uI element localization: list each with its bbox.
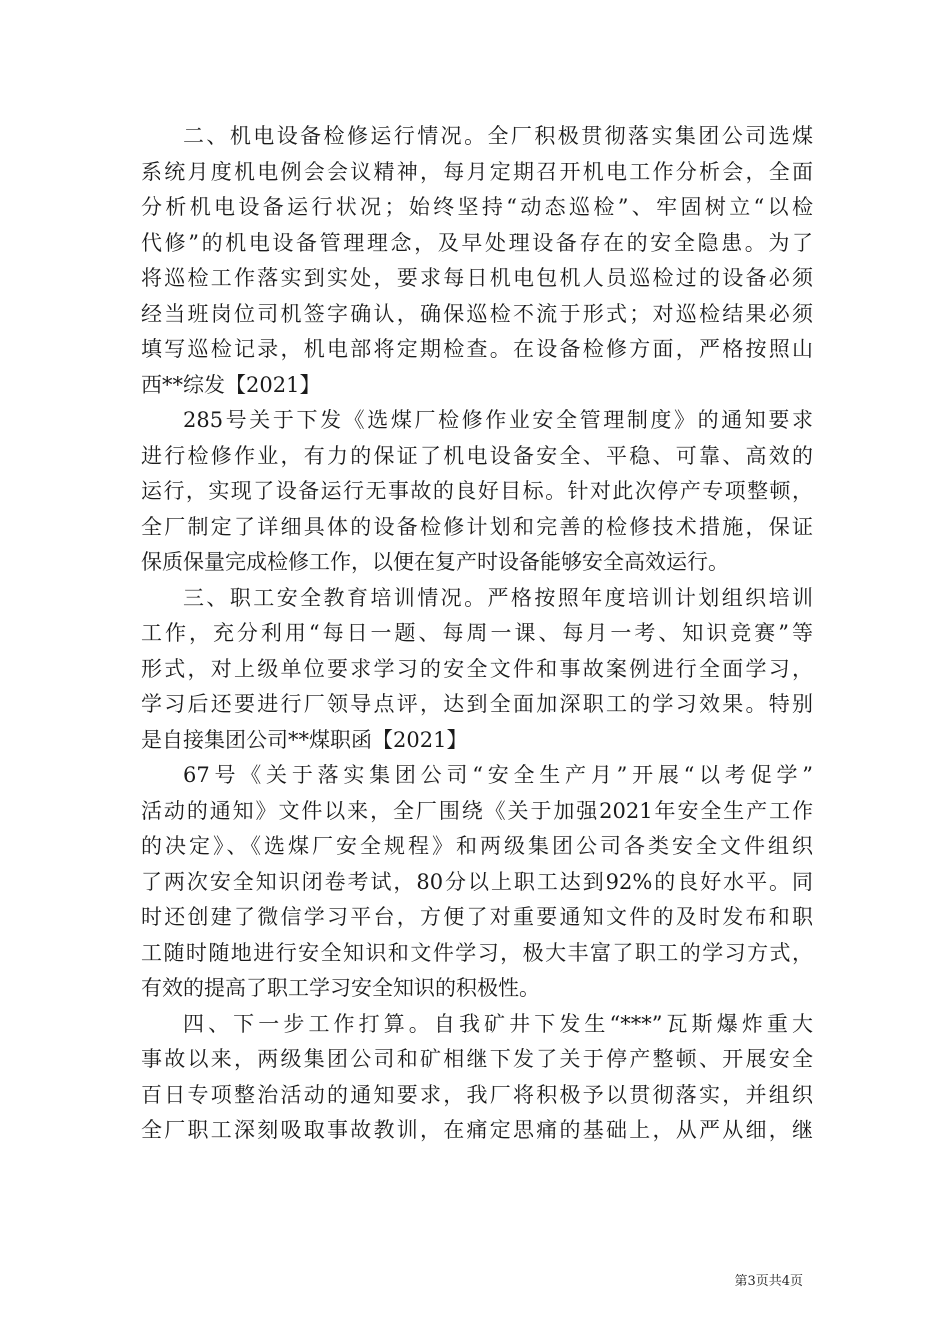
- text-line: 填写巡检记录，机电部将定期检查。在设备检修方面，严格按照山: [141, 337, 813, 361]
- text-line: 二、机电设备检修运行情况。全厂积极贯彻落实集团公司选煤: [183, 124, 813, 148]
- text-line: 将巡检工作落实到实处，要求每日机电包机人员巡检过的设备必须: [141, 266, 813, 290]
- text-line: 全厂制定了详细具体的设备检修计划和完善的检修技术措施，保证: [141, 514, 813, 539]
- text-line: 工随时随地进行安全知识和文件学习，极大丰富了职工的学习方式，: [141, 940, 813, 965]
- paragraph-safety-training: [141, 581, 813, 759]
- paragraph-mechanical-equipment: [141, 119, 813, 403]
- text-line: 工作，充分利用“每日一题、每周一课、每月一考、知识竞赛”等: [141, 621, 813, 645]
- text-line: 有效的提高了职工学习安全知识的积极性。: [141, 976, 540, 1000]
- text-line: 运行，实现了设备运行无事故的良好目标。针对此次停产专项整顿，: [141, 479, 813, 503]
- text-line: 学习后还要进行厂领导点评，达到全面加深职工的学习效果。特别: [141, 692, 813, 716]
- text-line: 百日专项整治活动的通知要求，我厂将积极予以贯彻落实，并组织: [141, 1082, 813, 1107]
- text-line: 代修”的机电设备管理理念，及早处理设备存在的安全隐患。为了: [141, 230, 813, 255]
- text-line: 67号《关于落实集团公司“安全生产月”开展“以考促学”: [183, 763, 813, 787]
- text-line: 形式，对上级单位要求学习的安全文件和事故案例进行全面学习，: [141, 656, 813, 681]
- text-line: 全厂职工深刻吸取事故教训，在痛定思痛的基础上，从严从细，继: [141, 1118, 813, 1142]
- text-line: 分析机电设备运行状况；始终坚持“动态巡检”、牢固树立“以检: [141, 195, 813, 219]
- text-line: 时还创建了微信学习平台，方便了对重要通知文件的及时发布和职: [141, 905, 813, 929]
- text-line: 的决定》、《选煤厂安全规程》和两级集团公司各类安全文件组织: [141, 834, 813, 858]
- page-number-footer: 第3页共4页: [734, 1274, 803, 1289]
- text-line: 三、职工安全教育培训情况。严格按照年度培训计划组织培训: [183, 585, 813, 610]
- text-line: 是自接集团公司**煤职函【2021】: [141, 727, 468, 752]
- document-body: [141, 119, 813, 1149]
- paragraph-maintenance-notice: [141, 403, 813, 581]
- text-line: 西**综发【2021】: [141, 372, 321, 397]
- text-line: 285号关于下发《选煤厂检修作业安全管理制度》的通知要求: [183, 408, 813, 432]
- text-line: 保质保量完成检修工作，以便在复产时设备能够安全高效运行。: [141, 550, 729, 574]
- paragraph-next-steps: [141, 1007, 813, 1149]
- text-line: 事故以来，两级集团公司和矿相继下发了关于停产整顿、开展安全: [141, 1047, 813, 1071]
- text-line: 活动的通知》文件以来，全厂围绕《关于加强2021年安全生产工作: [141, 798, 813, 823]
- paragraph-safety-exam: [141, 758, 813, 1007]
- text-line: 系统月度机电例会会议精神，每月定期召开机电工作分析会，全面: [141, 159, 813, 184]
- text-line: 经当班岗位司机签字确认，确保巡检不流于形式；对巡检结果必须: [141, 301, 813, 326]
- text-line: 了两次安全知识闭卷考试，80分以上职工达到92%的良好水平。同: [141, 869, 813, 894]
- text-line: 进行检修作业，有力的保证了机电设备安全、平稳、可靠、高效的: [141, 443, 813, 468]
- text-line: 四、下一步工作打算。自我矿井下发生“***”瓦斯爆炸重大: [183, 1011, 813, 1036]
